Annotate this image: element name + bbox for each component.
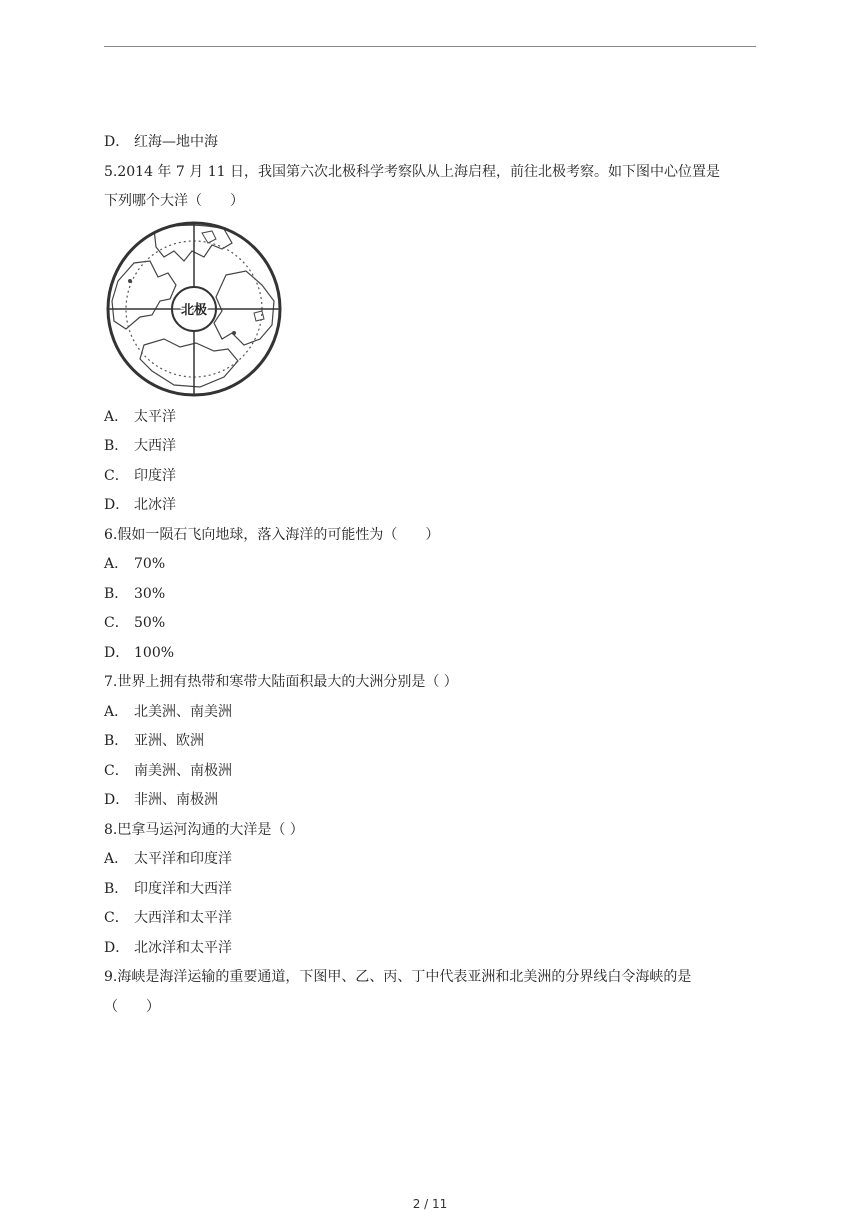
- q7-stem: 7.世界上拥有热带和寒带大陆面积最大的大洲分别是（ ）: [104, 674, 458, 690]
- option-text: 北冰洋: [134, 497, 176, 513]
- q7-option-d: [104, 786, 760, 816]
- land-left: [112, 261, 176, 329]
- option-letter: B．: [104, 880, 129, 897]
- option-letter: D．: [104, 497, 130, 513]
- land-small-2: [254, 311, 264, 321]
- option-letter: A．: [104, 703, 129, 720]
- land-top: [154, 225, 232, 261]
- q6-stem: 6.假如一陨石飞向地球，落入海洋的可能性为（ ）: [104, 526, 440, 543]
- option-text: 太平洋: [134, 408, 176, 425]
- q6-option-a: [104, 550, 760, 580]
- header-rule: [104, 46, 756, 47]
- land-bottom: [140, 339, 238, 387]
- q5-stem-line1: 5.2014 年 7 月 11 日，我国第六次北极科学考察队从上海启程，前往北极考察。如下图中心位置是: [104, 163, 720, 180]
- option-letter: D．: [104, 792, 130, 808]
- option-letter: C．: [104, 910, 129, 926]
- option-text: 大西洋和太平洋: [134, 910, 232, 926]
- option-letter: C．: [104, 615, 129, 631]
- option-text: 南美洲、南极洲: [134, 762, 232, 779]
- q8-option-c: [104, 904, 760, 934]
- option-letter: A．: [104, 408, 129, 425]
- land-dot-2: [232, 331, 236, 335]
- option-text: 红海—地中海: [134, 134, 218, 150]
- option-letter: D．: [104, 134, 130, 150]
- q8-option-a: [104, 845, 760, 875]
- option-text: 30%: [134, 585, 166, 602]
- q8-option-b: [104, 875, 760, 905]
- option-letter: A．: [104, 556, 129, 572]
- option-text: 亚洲、欧洲: [134, 733, 204, 749]
- option-text: 太平洋和印度洋: [134, 851, 232, 867]
- page-number: 2 / 11: [412, 1197, 448, 1211]
- option-text: 100%: [134, 644, 175, 661]
- q6-option-b: [104, 580, 760, 610]
- option-text: 印度洋: [134, 467, 176, 484]
- q9-stem-line2: （ ）: [104, 998, 160, 1015]
- q4-option-d: [104, 128, 760, 158]
- option-letter: C．: [104, 762, 129, 779]
- option-letter: B．: [104, 733, 129, 749]
- option-text: 北美洲、南美洲: [134, 703, 232, 720]
- q5-option-b: [104, 432, 760, 462]
- q8-option-d: [104, 934, 760, 964]
- page-content: [104, 128, 760, 1022]
- option-text: 印度洋和大西洋: [134, 880, 232, 897]
- option-letter: D．: [104, 644, 130, 661]
- q6-option-d: [104, 639, 760, 669]
- q7-option-a: [104, 698, 760, 728]
- option-letter: B．: [104, 438, 129, 454]
- option-text: 大西洋: [134, 438, 176, 454]
- option-text: 非洲、南极洲: [134, 792, 218, 808]
- option-letter: B．: [104, 585, 129, 602]
- land-right: [214, 271, 274, 345]
- q5-option-a: [104, 403, 760, 433]
- option-letter: A．: [104, 851, 129, 867]
- option-text: 50%: [134, 615, 166, 631]
- option-letter: C．: [104, 467, 129, 484]
- arctic-map-figure: [104, 221, 284, 397]
- option-letter: D．: [104, 939, 130, 956]
- q8-stem: 8.巴拿马运河沟通的大洋是（ ）: [104, 821, 304, 838]
- q6-option-c: [104, 609, 760, 639]
- q5-option-d: [104, 491, 760, 521]
- q7-option-b: [104, 727, 760, 757]
- q9-stem-line1: 9.海峡是海洋运输的重要通道，下图甲、乙、丙、丁中代表亚洲和北美洲的分界线白令海峡的是: [104, 969, 692, 985]
- pole-label: 北极: [180, 302, 208, 318]
- q5-stem-line2: 下列哪个大洋（ ）: [104, 193, 244, 209]
- option-text: 北冰洋和太平洋: [134, 939, 232, 956]
- q7-option-c: [104, 757, 760, 787]
- option-text: 70%: [134, 556, 166, 572]
- q5-option-c: [104, 462, 760, 492]
